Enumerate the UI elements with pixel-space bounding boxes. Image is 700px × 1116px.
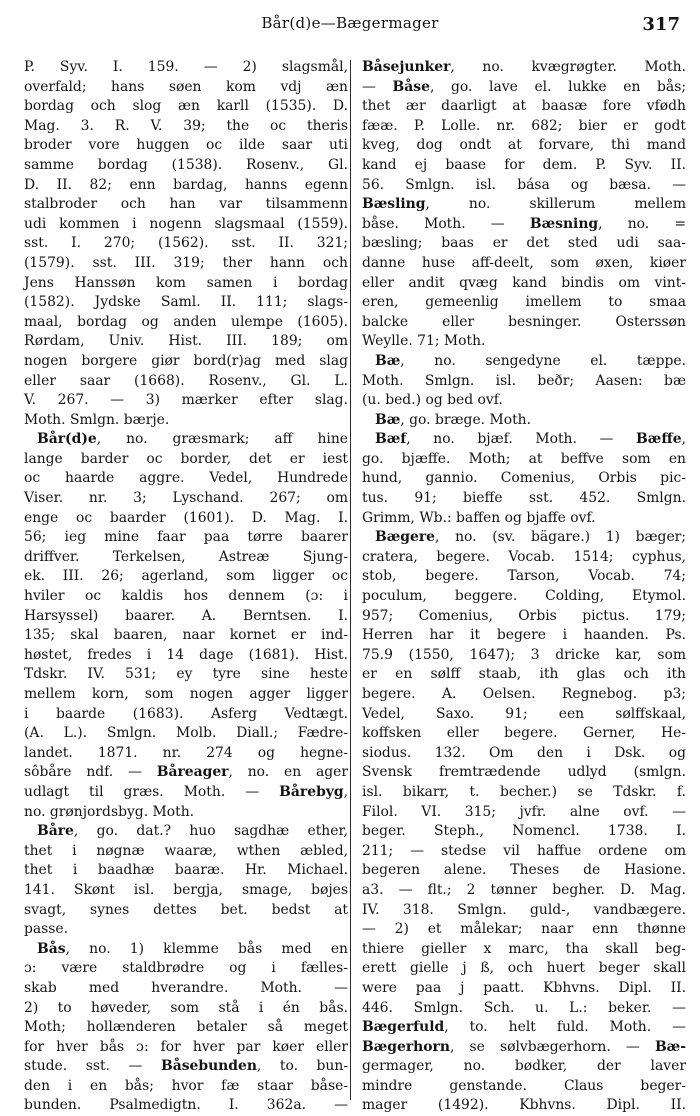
text-line: [24, 822, 348, 842]
text-line: [362, 842, 686, 862]
text-line: [362, 685, 686, 705]
line-text: Svensk fremtrædende udlyd (smlgn.: [362, 764, 686, 781]
line-text: Mag. 3. R. V. 39; the oc theris: [24, 117, 348, 134]
line-text: P. Syv. I. 159. — 2) slagsmål,: [24, 59, 348, 75]
text-line: [24, 783, 348, 803]
line-text: for hver bås ɔ: for hver par køer eller: [24, 1038, 348, 1055]
text-line: [362, 548, 686, 568]
text-line: [362, 58, 686, 78]
line-text: 446. Smlgn. Sch. u. L.: beker. —: [362, 999, 686, 1016]
text-line: [362, 705, 686, 725]
line-text: ,: [681, 431, 686, 448]
line-text: bæsling; baas er det sted udi saa-: [362, 235, 686, 252]
text-line: [362, 156, 686, 176]
text-line: [362, 195, 686, 215]
text-line: [362, 646, 686, 666]
text-line: [24, 528, 348, 548]
line-text: thet ær daarligt at baasæ fore vfødh: [362, 98, 686, 115]
line-text: (u. bed.) og bed ovf.: [362, 392, 503, 409]
line-text: skab med hverandre. Moth. —: [24, 979, 348, 996]
text-line: [362, 1096, 686, 1116]
line-text: , no. sengedyne el. tæppe.: [400, 352, 686, 369]
line-text: , no. græsmark; aff hine: [96, 431, 348, 448]
text-line: [24, 274, 348, 294]
line-text: (1582). Jydske Saml. II. 111; slags-: [24, 294, 348, 311]
text-line: [362, 999, 686, 1019]
line-text: 2) to høveder, som stå i én bås.: [24, 999, 348, 1016]
line-text: , go. bræge. Moth.: [400, 411, 532, 428]
text-line: [362, 803, 686, 823]
column-divider: [350, 60, 351, 1100]
text-line: [24, 430, 348, 450]
line-text: balcke eller besninger. Osterssøn: [362, 313, 686, 330]
line-text: , se sølvbægerhorn. —: [449, 1038, 655, 1055]
line-text: eren, gemeenlig imellem to smaa: [362, 294, 686, 311]
page-number: 317: [642, 14, 680, 35]
line-text: svagt, synes dettes bet. bedst at: [24, 901, 348, 918]
line-text: Grimm, Wb.: baffen og bjaffe ovf.: [362, 509, 596, 526]
line-text: Moth. Smlgn. isl. beðr; Aasen: bæ: [362, 372, 686, 389]
headword: Bægerfuld: [362, 1019, 445, 1036]
text-line: [362, 783, 686, 803]
text-line: [362, 372, 686, 392]
text-line: [24, 646, 348, 666]
text-line: [362, 509, 686, 529]
text-line: [24, 920, 348, 940]
line-text: IV. 318. Smlgn. guld-, vandbægere.: [362, 901, 686, 918]
line-text: (1579). sst. III. 319; ther hann och: [24, 254, 348, 271]
text-line: [24, 254, 348, 274]
text-line: [362, 763, 686, 783]
line-text: cratera, begere. Vocab. 1514; cyphus,: [362, 548, 686, 565]
line-text: Weylle. 71; Moth.: [362, 333, 486, 350]
text-line: [24, 411, 348, 431]
line-text: — 2) et målekar; naar enn thønne: [362, 921, 686, 938]
line-text: udlagt til græs. Moth. —: [24, 783, 280, 800]
text-line: [362, 352, 686, 372]
text-line: [362, 822, 686, 842]
headword: Bårebyg: [279, 783, 344, 800]
line-text: mellem korn, som nogen agger ligger: [24, 686, 348, 702]
line-text: V. 267. — 3) mærker efter slag.: [24, 392, 348, 409]
line-text: Harsyssel) baarer. A. Berntsen. I.: [24, 607, 348, 624]
line-text: broder vore huggen oc ilde saar uti: [24, 137, 348, 154]
text-line: [362, 881, 686, 901]
text-line: [362, 411, 686, 431]
text-line: [24, 940, 348, 960]
text-line: [362, 1018, 686, 1038]
text-line: [24, 176, 348, 196]
line-text: begere. A. Oelsen. Regnebog. p3;: [362, 686, 686, 702]
line-text: beger. Steph., Nomencl. 1738. I.: [362, 823, 686, 840]
line-text: , to. helt fuld. Moth. —: [444, 1019, 686, 1036]
headword: Bægere: [375, 529, 435, 546]
line-text: D. II. 82; enn bardag, hanns egenn: [24, 176, 348, 193]
text-line: [24, 372, 348, 392]
text-line: [24, 509, 348, 529]
headword: Båre: [37, 823, 74, 840]
line-text: sst. I. 270; (1562). sst. II. 321;: [24, 235, 348, 252]
headword: Bæf: [375, 431, 407, 448]
text-line: [24, 803, 348, 823]
line-text: thet i baadhæ baaræ. Hr. Michael.: [24, 862, 348, 879]
text-line: [362, 1057, 686, 1077]
line-text: erett gielle j ß, och huert beger skall: [362, 960, 686, 977]
text-line: [362, 626, 686, 646]
text-line: [24, 1077, 348, 1097]
text-line: [24, 391, 348, 411]
line-text: Jens Hanssøn kom samen i bordag: [24, 274, 348, 291]
line-text: båse. Moth. —: [362, 215, 530, 232]
line-text: landet. 1871. nr. 274 og hegne-: [24, 744, 348, 761]
text-line: [24, 959, 348, 979]
line-text: , no. 1) klemme bås med en: [65, 940, 348, 957]
text-line: [24, 842, 348, 862]
line-text: bordag och slog æn karll (1535). D.: [24, 98, 348, 115]
line-text: 211; — stedse vil haffue ordene om: [362, 842, 686, 859]
text-line: [362, 567, 686, 587]
line-text: (A. L.). Smlgn. Molb. Diall.; Fædre-: [24, 725, 348, 742]
line-text: maal, bordag og anden ulempe (1605).: [24, 313, 348, 330]
text-line: [24, 195, 348, 215]
line-text: thiere gieller x marc, tha skall beg-: [362, 940, 686, 957]
text-line: [362, 607, 686, 627]
text-line: [24, 97, 348, 117]
text-line: [24, 1018, 348, 1038]
text-line: [24, 469, 348, 489]
text-line: [362, 391, 686, 411]
line-text: 141. Skønt isl. bergja, smage, bøjes: [24, 881, 348, 898]
text-line: [362, 920, 686, 940]
text-line: [24, 293, 348, 313]
line-text: Moth; hollænderen betaler så meget: [24, 1019, 348, 1036]
text-line: [24, 744, 348, 764]
text-line: [24, 1096, 348, 1116]
text-line: [362, 587, 686, 607]
text-line: [24, 587, 348, 607]
headword: Bæ: [375, 411, 401, 428]
text-line: [362, 450, 686, 470]
text-line: [24, 607, 348, 627]
line-text: kveg, dog ondt at forvare, thi mand: [362, 137, 686, 154]
line-text: stalbroder och han var tilsammenn: [24, 196, 348, 213]
line-text: danne huse aff-deelt, som øxen, kiøer: [362, 254, 686, 271]
text-line: [24, 117, 348, 137]
text-line: [24, 881, 348, 901]
line-text: hviler oc kaldis hos dennem (ɔ: i: [24, 588, 348, 605]
text-line: [362, 469, 686, 489]
text-line: [362, 313, 686, 333]
line-text: ek. III. 26; agerland, som ligger oc: [24, 568, 348, 585]
text-line: [362, 489, 686, 509]
text-line: [24, 548, 348, 568]
headword: Båsejunker: [362, 59, 451, 75]
line-text: , no. =: [598, 215, 686, 232]
text-line: [362, 940, 686, 960]
line-text: —: [362, 78, 393, 95]
text-line: [362, 293, 686, 313]
line-text: , no. kvægrøgter. Moth.: [450, 59, 686, 75]
text-line: [24, 234, 348, 254]
text-line: [24, 979, 348, 999]
line-text: høstet, fredes i 14 dage (1681). Hist.: [24, 646, 348, 663]
headword: Båsebunden: [160, 1058, 257, 1075]
headword: Bæsling: [362, 196, 426, 213]
line-text: eller saar (1668). Rosenv., Gl. L.: [24, 372, 348, 389]
line-text: , to. bun-: [256, 1058, 349, 1075]
text-line: [24, 763, 348, 783]
text-line: [24, 685, 348, 705]
line-text: Filol. VI. 315; jvfr. alne ovf. —: [362, 803, 686, 820]
line-text: poculum, beggere. Colding, Etymol.: [362, 588, 686, 605]
headword: Bægerhorn: [362, 1038, 450, 1055]
text-line: [24, 861, 348, 881]
line-text: lange barder oc border, det er iest: [24, 450, 348, 467]
line-text: eller andit qvæg kand bindis om vint-: [362, 274, 686, 291]
line-text: 56; ieg mine faar paa tørre baarer: [24, 529, 348, 546]
text-line: [24, 665, 348, 685]
headword: Båse: [392, 78, 430, 95]
left-column: [24, 58, 348, 1116]
line-text: passe.: [24, 921, 69, 938]
line-text: overfald; hans søen kom vdj æn: [24, 78, 348, 95]
line-text: Herren har it begere i haanden. Ps.: [362, 627, 686, 644]
line-text: ,: [343, 783, 348, 800]
text-line: [362, 97, 686, 117]
line-text: a3. — flt.; 2 tønner begher. D. Mag.: [362, 881, 686, 898]
line-text: mindre genstande. Claus beger-: [362, 1077, 686, 1094]
text-line: [24, 58, 348, 78]
line-text: nogen borgere giør bord(r)ag med slag: [24, 352, 348, 369]
text-line: [362, 332, 686, 352]
text-line: [362, 117, 686, 137]
headword: Bæ: [375, 352, 401, 369]
line-text: udi kommen i nogenn slagsmaal (1559).: [24, 215, 348, 232]
line-text: , go. dat.? huo sagdhæ ether,: [73, 823, 348, 840]
text-line: [24, 626, 348, 646]
line-text: Moth. Smlgn. bærje.: [24, 411, 170, 428]
text-line: [362, 744, 686, 764]
text-line: [362, 959, 686, 979]
text-line: [362, 136, 686, 156]
text-line: [24, 78, 348, 98]
line-text: tus. 91; bieffe sst. 452. Smlgn.: [362, 490, 686, 507]
text-line: [24, 156, 348, 176]
line-text: i baarde (1683). Asferg Vedtægt.: [24, 705, 348, 722]
text-line: [362, 254, 686, 274]
running-head: Bår(d)e—Bægermager: [261, 14, 439, 32]
text-line: [24, 313, 348, 333]
line-text: enge oc baarder (1601). D. Mag. I.: [24, 509, 348, 526]
line-text: , no. bjæf. Moth. —: [406, 431, 637, 448]
line-text: thet i nøgnæ waaræ, wthen æbled,: [24, 842, 348, 859]
line-text: koffsken eller begere. Gerner, He-: [362, 725, 686, 742]
headword: Bæ-: [654, 1038, 686, 1055]
line-text: sôbåre ndf. —: [24, 764, 157, 781]
text-line: [362, 528, 686, 548]
text-line: [362, 724, 686, 744]
text-line: [24, 901, 348, 921]
line-text: 135; skal baaren, naar kornet er ind-: [24, 627, 348, 644]
line-text: er en sølff staab, ith glas och ith: [362, 666, 686, 683]
text-line: [362, 1077, 686, 1097]
line-text: Tdskr. IV. 531; ey tyre sine heste: [24, 666, 348, 683]
line-text: stude. sst. —: [24, 1058, 161, 1075]
text-line: [24, 567, 348, 587]
line-text: , no. (sv. bägare.) 1) bæger;: [435, 529, 686, 546]
headword: Bår(d)e: [37, 431, 97, 448]
line-text: bunden. Psalmedigtn. I. 362a. —: [24, 1097, 348, 1114]
line-text: 957; Comenius, Orbis pictus. 179;: [362, 607, 686, 624]
line-text: were paa j paatt. Kbhvns. Dipl. II.: [362, 979, 686, 996]
line-text: stob, begere. Tarson, Vocab. 74;: [362, 568, 686, 585]
line-text: den i en bås; hvor fæ staar båse-: [24, 1077, 348, 1094]
line-text: 75.9 (1550, 1647); 3 dricke kar, som: [362, 646, 686, 663]
text-line: [24, 999, 348, 1019]
line-text: oc haarde aggre. Vedel, Hundrede: [24, 470, 348, 487]
text-line: [362, 430, 686, 450]
line-text: , no. en ager: [228, 764, 348, 781]
line-text: driffver. Terkelsen, Astreæ Sjung-: [24, 548, 348, 565]
text-line: [362, 665, 686, 685]
headword: Bås: [37, 940, 66, 957]
line-text: begeren alene. Theses de Hasione.: [362, 862, 686, 879]
text-line: [24, 215, 348, 235]
text-line: [362, 901, 686, 921]
line-text: siodus. 132. Om den i Dsk. og: [362, 744, 686, 761]
line-text: ɔ: være staldbrødre og i fælles-: [24, 960, 348, 977]
line-text: mager (1492). Kbhvns. Dipl. II.: [362, 1097, 686, 1114]
line-text: , go. lave el. lukke en bås;: [429, 78, 687, 95]
line-text: Vedel, Saxo. 91; een sølffskaal,: [362, 705, 686, 722]
headword: Bæffe: [636, 431, 682, 448]
line-text: , no. skillerum mellem: [425, 196, 686, 213]
text-line: [362, 176, 686, 196]
text-line: [24, 450, 348, 470]
text-line: [24, 136, 348, 156]
page-header: [0, 14, 700, 38]
line-text: 56. Smlgn. isl. bása og bæsa. —: [362, 176, 686, 193]
text-line: [362, 861, 686, 881]
text-line: [362, 234, 686, 254]
text-line: [362, 1038, 686, 1058]
headword: Båreager: [156, 764, 229, 781]
line-text: no. grønjordsbyg. Moth.: [24, 803, 195, 820]
headword: Bæsning: [529, 215, 599, 232]
right-column: [362, 58, 686, 1116]
line-text: Viser. nr. 3; Lyschand. 267; om: [24, 490, 348, 507]
text-line: [24, 724, 348, 744]
text-line: [24, 1038, 348, 1058]
text-line: [362, 979, 686, 999]
line-text: fææ. P. Lolle. nr. 682; bier er godt: [362, 117, 686, 134]
text-line: [362, 274, 686, 294]
text-line: [24, 1057, 348, 1077]
line-text: kand ej baase for dem. P. Syv. II.: [362, 156, 686, 173]
text-line: [362, 78, 686, 98]
text-line: [24, 332, 348, 352]
text-line: [24, 489, 348, 509]
text-line: [24, 352, 348, 372]
line-text: hund, gannio. Comenius, Orbis pic-: [362, 470, 686, 487]
line-text: samme bordag (1538). Rosenv., Gl.: [24, 156, 348, 173]
text-line: [362, 215, 686, 235]
line-text: germager, no. bødker, der laver: [362, 1058, 686, 1075]
text-line: [24, 705, 348, 725]
line-text: go. bjæffe. Moth; at beffve som en: [362, 450, 686, 467]
line-text: Rørdam, Univ. Hist. III. 189; om: [24, 333, 348, 350]
line-text: isl. bikarr, t. becher.) se Tdskr. f.: [362, 783, 686, 800]
